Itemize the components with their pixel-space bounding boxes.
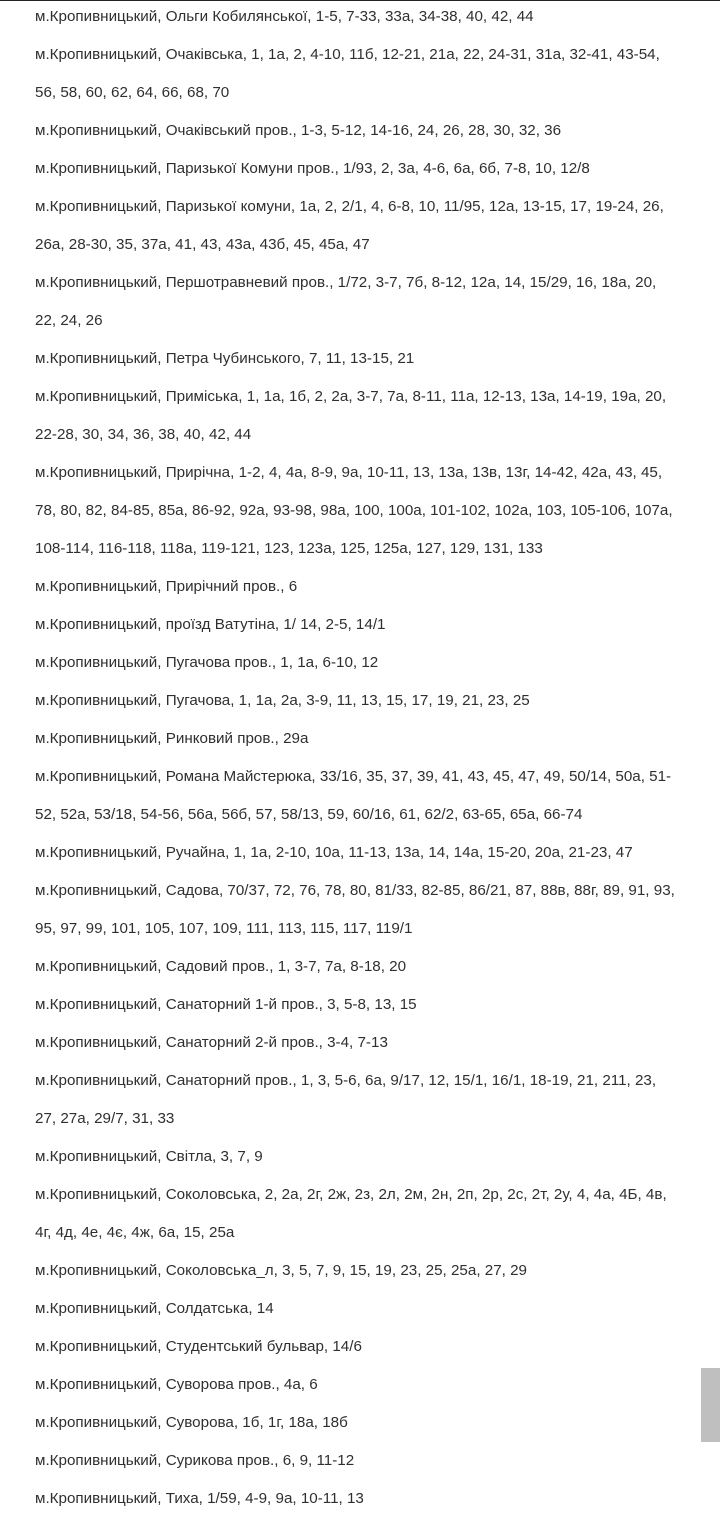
address-item: м.Кропивницький, Тиха, 1/59, 4-9, 9а, 10-11, 13 bbox=[35, 1490, 364, 1507]
address-item: м.Кропивницький, Першотравневий пров., 1/72, 3-7, 7б, 8-12, 12а, 14, 15/29, 16, 18а, 20, 22, 24, 26 bbox=[35, 274, 657, 329]
address-item: м.Кропивницький, Очаківський пров., 1-3, 5-12, 14-16, 24, 26, 28, 30, 32, 36 bbox=[35, 122, 562, 139]
address-item: м.Кропивницький, Суворова пров., 4а, 6 bbox=[35, 1376, 318, 1393]
address-item: м.Кропивницький, Садова, 70/37, 72, 76, 78, 80, 81/33, 82-85, 86/21, 87, 88в, 88г, 89, 91, 93, 95, 97, 99, 101, 105, 107, 109, 111, 113, 115, 117, 119/1 bbox=[35, 882, 675, 937]
address-item: м.Кропивницький, Ринковий пров., 29а bbox=[35, 730, 309, 747]
scrollbar-thumb[interactable] bbox=[701, 1368, 720, 1442]
address-item: м.Кропивницький, Романа Майстерюка, 33/16, 35, 37, 39, 41, 43, 45, 47, 49, 50/14, 50а, 51-52, 52а, 53/18, 54-56, 56а, 56б, 57, 58/13, 59, 60/16, 61, 62/2, 63-65, 65а, 66-74 bbox=[35, 768, 672, 823]
address-item: м.Кропивницький, Солдатська, 14 bbox=[35, 1300, 274, 1317]
address-item: м.Кропивницький, Світла, 3, 7, 9 bbox=[35, 1148, 263, 1165]
address-item: м.Кропивницький, Паризької Комуни пров., 1/93, 2, 3а, 4-6, 6а, 6б, 7-8, 10, 12/8 bbox=[35, 160, 590, 177]
address-list bbox=[35, 0, 675, 1518]
address-item: м.Кропивницький, Сурикова пров., 6, 9, 11-12 bbox=[35, 1452, 355, 1469]
address-item: м.Кропивницький, Очаківська, 1, 1а, 2, 4-10, 11б, 12-21, 21а, 22, 24-31, 31а, 32-41, 43-54, 56, 58, 60, 62, 64, 66, 68, 70 bbox=[35, 46, 660, 101]
address-item: м.Кропивницький, Пугачова пров., 1, 1а, 6-10, 12 bbox=[35, 654, 379, 671]
address-item: м.Кропивницький, Ручайна, 1, 1а, 2-10, 10а, 11-13, 13а, 14, 14а, 15-20, 20а, 21-23, 47 bbox=[35, 844, 633, 861]
address-item: м.Кропивницький, Санаторний 2-й пров., 3-4, 7-13 bbox=[35, 1034, 388, 1051]
address-item: м.Кропивницький, Санаторний пров., 1, 3, 5-6, 6а, 9/17, 12, 15/1, 16/1, 18-19, 21, 211, 23, 27, 27а, 29/7, 31, 33 bbox=[35, 1072, 657, 1127]
address-item: м.Кропивницький, Студентський бульвар, 14/6 bbox=[35, 1338, 362, 1355]
address-item: м.Кропивницький, Санаторний 1-й пров., 3, 5-8, 13, 15 bbox=[35, 996, 417, 1013]
address-item: м.Кропивницький, проїзд Ватутіна, 1/ 14, 2-5, 14/1 bbox=[35, 616, 386, 633]
address-item: м.Кропивницький, Петра Чубинського, 7, 11, 13-15, 21 bbox=[35, 350, 415, 367]
address-item: м.Кропивницький, Садовий пров., 1, 3-7, 7а, 8-18, 20 bbox=[35, 958, 407, 975]
address-item: м.Кропивницький, Прирічна, 1-2, 4, 4а, 8-9, 9а, 10-11, 13, 13а, 13в, 13г, 14-42, 42а, 43, 45, 78, 80, 82, 84-85, 85а, 86-92, 92а, 93-98, 98а, 100, 100а, 101-102, 102а, 103, 105-106, 107а, 108-114, 116-118, 118а, 119-121, 123, 123а, 125, 125а, 127, 129, 131, 133 bbox=[35, 464, 673, 557]
address-item: м.Кропивницький, Соколовська_л, 3, 5, 7, 9, 15, 19, 23, 25, 25а, 27, 29 bbox=[35, 1262, 527, 1279]
address-item: м.Кропивницький, Паризької комуни, 1а, 2, 2/1, 4, 6-8, 10, 11/95, 12а, 13-15, 17, 19-24, 26, 26а, 28-30, 35, 37а, 41, 43, 43а, 43б, 45, 45а, 47 bbox=[35, 198, 664, 253]
address-item: м.Кропивницький, Приміська, 1, 1а, 1б, 2, 2а, 3-7, 7а, 8-11, 11а, 12-13, 13а, 14-19, 19а, 20, 22-28, 30, 34, 36, 38, 40, 42, 44 bbox=[35, 388, 667, 443]
address-item: м.Кропивницький, Пугачова, 1, 1а, 2а, 3-9, 11, 13, 15, 17, 19, 21, 23, 25 bbox=[35, 692, 530, 709]
address-item: м.Кропивницький, Прирічний пров., 6 bbox=[35, 578, 298, 595]
address-item: м.Кропивницький, Ольги Кобилянської, 1-5, 7-33, 33а, 34-38, 40, 42, 44 bbox=[35, 8, 534, 25]
address-item: м.Кропивницький, Соколовська, 2, 2а, 2г, 2ж, 2з, 2л, 2м, 2н, 2п, 2р, 2с, 2т, 2у, 4, 4а, 4Б, 4в, 4г, 4д, 4е, 4є, 4ж, 6а, 15, 25а bbox=[35, 1186, 667, 1241]
address-item: м.Кропивницький, Суворова, 1б, 1г, 18а, 18б bbox=[35, 1414, 348, 1431]
